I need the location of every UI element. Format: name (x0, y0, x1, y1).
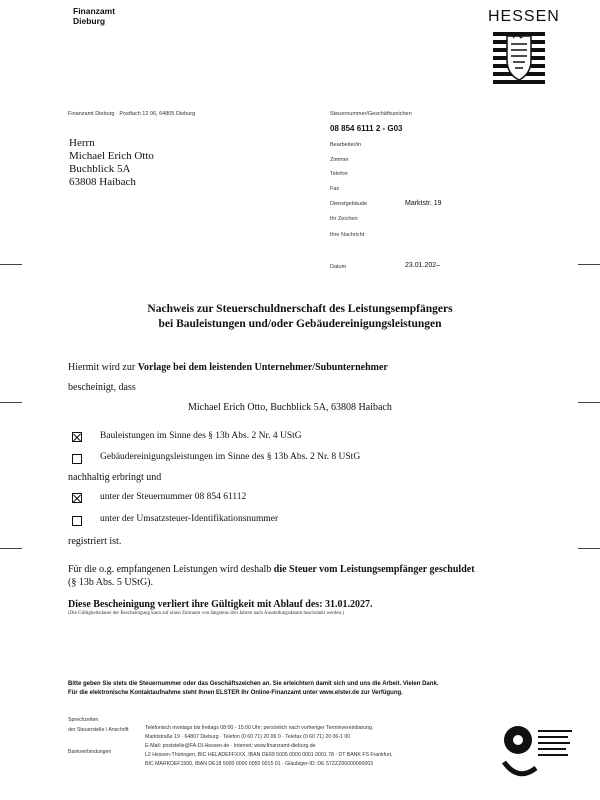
footer-notice-1: Bitte geben Sie stets die Steuernummer oder das Geschäftszeichen an. Sie erleichtern damit sich und uns die Arbeit. Vielen Dank. (68, 681, 439, 687)
date-label: Datum (330, 264, 347, 270)
validity-note: (Die Gültigkeitsdauer der Bescheinigung kann auf einen Zeitraum von längstens drei Jahren nach Ausstellungsdatum beschränkt werden.) (68, 611, 345, 616)
registered-text: registriert ist. (68, 536, 122, 547)
sender-line: Finanzamt Dieburg · Postfach 12 06, 64805 Dieburg (68, 111, 196, 117)
recipient-address (69, 137, 154, 189)
recipient-street: Buchblick 5A (69, 163, 131, 175)
validity-text: Diese Bescheinigung verliert ihre Gültigkeit mit Ablauf des: 31.01.2027. (68, 599, 373, 610)
footer-notice-2: Für die elektronische Kontaktaufnahme steht Ihnen ELSTER Ihr Online-Finanzamt unter www.elster.de zur Verfügung. (68, 690, 403, 696)
bank-text-2: BIC MARKDEF1500, IBAN DE18 5000 0000 0050 0015 01 · Gläubiger-ID: DE 57ZZZ00000000003 (145, 761, 374, 767)
coat-of-arms-icon (493, 30, 545, 88)
email-text: E-Mail: poststelle@FA-DI.Hessen.de · Internet: www.finanzamt-dieburg.de (145, 743, 316, 749)
punch-mark (0, 402, 22, 403)
office-building-label: Dienstgebäude (330, 201, 368, 207)
intro-text: Hiermit wird zur Vorlage bei dem leistenden Unternehmer/Subunternehmer (68, 362, 388, 373)
tax-office-name: Finanzamt Dieburg (73, 6, 116, 26)
bauleistungen-label: Bauleistungen im Sinne des § 13b Abs. 2 Nr. 4 UStG (100, 431, 302, 441)
family-friendly-employer-badge-icon (496, 712, 578, 784)
recipient-salutation: Herrn (69, 137, 95, 149)
your-ref-label: Ihr Zeichen (330, 216, 358, 222)
certified-that: bescheinigt, dass (68, 382, 136, 393)
room-label: Zimmer (330, 157, 349, 163)
bauleistungen-checkbox[interactable] (72, 432, 82, 442)
date-value: 23.01.202– (405, 262, 441, 269)
state-name: HESSEN (488, 8, 560, 25)
fax-label: Fax (330, 186, 340, 192)
phone-label: Telefon (330, 171, 348, 177)
office-hours-text: Telefonisch montags bis freitags 08:00 - 15:00 Uhr; persönlich nach vorheriger Terminvereinbarung. (145, 725, 374, 731)
recipient-name: Michael Erich Otto (69, 150, 154, 162)
tax-number-checkbox[interactable] (72, 493, 82, 503)
fold-mark (0, 548, 22, 549)
vat-id-checkbox[interactable] (72, 516, 82, 526)
punch-mark (578, 402, 600, 403)
fold-mark (0, 264, 22, 265)
sustained-text: nachhaltig erbringt und (68, 472, 162, 483)
certified-party: Michael Erich Otto, Buchblick 5A, 63808 Haibach (188, 402, 392, 413)
liability-text: Für die o.g. empfangenen Leistungen wird deshalb die Steuer vom Leistungsempfänger geschuldet (68, 564, 475, 575)
gebaeudereinigung-checkbox[interactable] (72, 454, 82, 464)
recipient-city: 63808 Haibach (69, 176, 136, 188)
clerk-label: Bearbeiter/in (330, 142, 362, 148)
document-title: Nachweis zur Steuerschuldnerschaft des Leistungsempfängers bei Bauleistungen und/oder Gebäudereinigungsleistungen (147, 303, 453, 330)
office-hours-label: Sprechzeiten (68, 717, 99, 723)
address-text: Marktstraße 19 · 64807 Dieburg · Telefon (0 60 71) 20 06 0 · Telefax (0 60 71) 20 06-1 00 (145, 734, 351, 740)
fold-mark (578, 264, 600, 265)
address-label: der Steuerstelle / Anschrift (68, 727, 129, 733)
bank-label: Bankverbindungen (68, 749, 112, 755)
liability-reference: (§ 13b Abs. 5 UStG). (68, 577, 154, 588)
tax-number-label: Steuernummer/Geschäftszeichen (330, 111, 412, 117)
bank-text-1: L2 Hessen-Thüringen, BIC HELADEFFXXX, IBAN DE69 5005 0000 0001 0001 78 · DT BANK FS Frankfurt, (145, 752, 393, 758)
vat-id-registration-label: unter der Umsatzsteuer-Identifikationsnummer (100, 514, 279, 524)
your-message-label: Ihre Nachricht (330, 232, 365, 238)
fold-mark (578, 548, 600, 549)
gebaeudereinigung-label: Gebäudereinigungsleistungen im Sinne des § 13b Abs. 2 Nr. 8 UStG (100, 452, 361, 462)
tax-number-value: 08 854 6111 2 - G03 (330, 124, 403, 133)
tax-number-registration-label: unter der Steuernummer 08 854 61112 (100, 492, 247, 502)
office-building-value: Marktstr. 19 (405, 200, 442, 207)
